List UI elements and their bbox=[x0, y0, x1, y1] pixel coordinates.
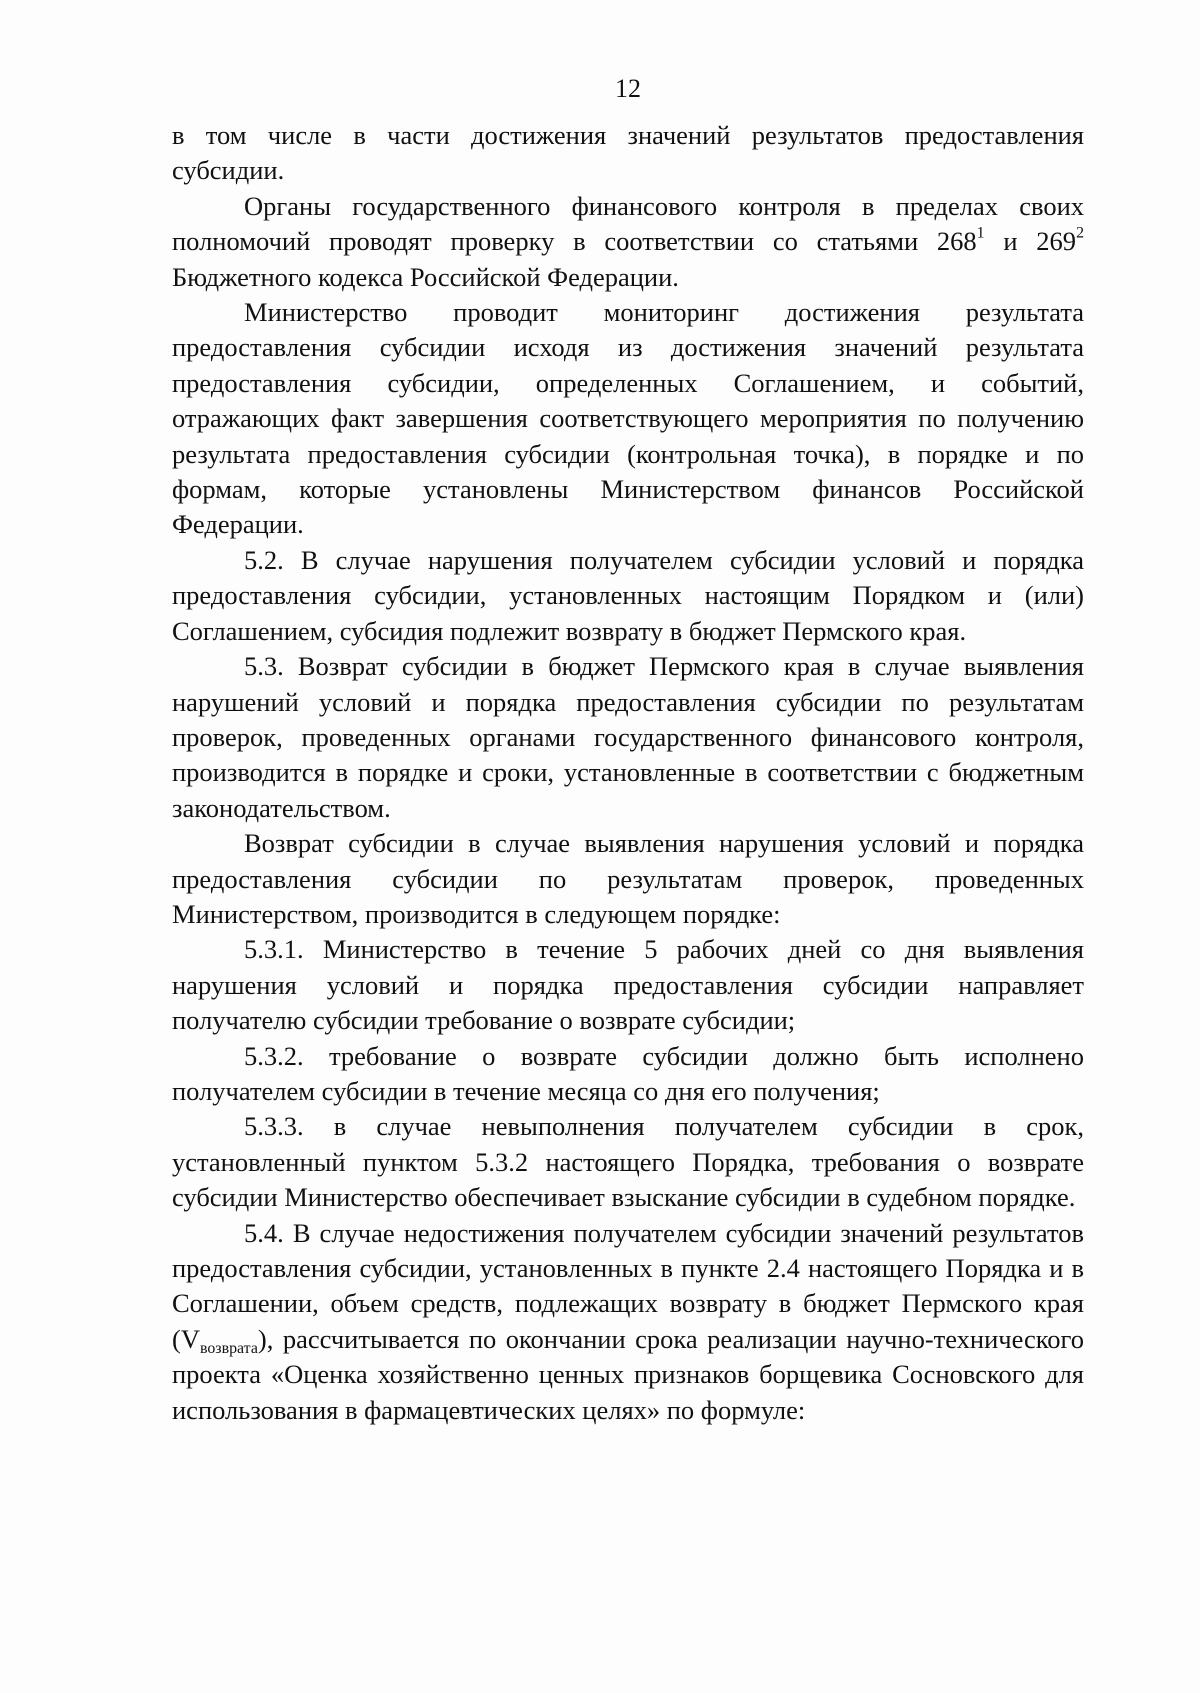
paragraph-text: Органы государственного финансового контроля в пределах своих полномочий проводят проверку в соответствии со статьями 268 bbox=[172, 190, 1084, 257]
document-body bbox=[172, 118, 1084, 1428]
paragraph-text: Бюджетного кодекса Российской Федерации. bbox=[172, 261, 679, 292]
paragraph-financial-control bbox=[172, 189, 1084, 295]
paragraph-5-3-2: 5.3.2. требование о возврате субсидии должно быть исполнено получателем субсидии в течение месяца со дня его получения; bbox=[172, 1040, 1084, 1106]
paragraph-continuation: в том числе в части достижения значений результатов предоставления субсидии. bbox=[172, 120, 1084, 186]
paragraph-5-4 bbox=[172, 1216, 1084, 1428]
superscript: 1 bbox=[976, 224, 985, 242]
paragraph-5-3-1: 5.3.1. Министерство в течение 5 рабочих дней со дня выявления нарушения условий и порядка предоставления субсидии направляет получателю субсидии требование о возврате субсидии; bbox=[172, 934, 1084, 1036]
page-number: 12 bbox=[615, 74, 641, 103]
paragraph-5-3-3: 5.3.3. в случае невыполнения получателем субсидии в срок, установленный пунктом 5.3.2 настоящего Порядка, требования о возврате субсидии Министерство обеспечивает взыскание субсидии в судебном порядке. bbox=[172, 1111, 1084, 1213]
paragraph-text: и 269 bbox=[984, 226, 1077, 257]
paragraph-monitoring: Министерство проводит мониторинг достижения результата предоставления субсидии исходя из достижения значений результата предоставления субсидии, определенных Соглашением, и событий, отражающих факт завершения соответствующего мероприятия по получению результата предоставления субсидии (контрольная точка), в порядке и по формам, которые установлены Министерством финансов Российской Федерации. bbox=[172, 297, 1084, 540]
paragraph-text: 5.4. В случае недостижения получателем субсидии значений результатов предоставления субсидии, установленных в пункте 2.4 настоящего Порядка и в Соглашении, объем средств, подлежащих возврату в бюджет Пермского края (V bbox=[172, 1217, 1084, 1354]
superscript: 2 bbox=[1076, 224, 1085, 242]
paragraph-5-3: 5.3. Возврат субсидии в бюджет Пермского края в случае выявления нарушений условий и порядка предоставления субсидии по результатам проверок, проведенных органами государственного финансового контроля, производится в порядке и сроки, установленные в соответствии с бюджетным законодательством. bbox=[172, 651, 1084, 823]
paragraph-text: ), рассчитывается по окончании срока реализации научно-технического проекта «Оценка хозяйственно ценных признаков борщевика Сосновского для использования в фармацевтических целях» по формуле: bbox=[172, 1323, 1084, 1425]
paragraph-5-2: 5.2. В случае нарушения получателем субсидии условий и порядка предоставления субсидии, установленных настоящим Порядком и (или) Соглашением, субсидия подлежит возврату в бюджет Пермского края. bbox=[172, 544, 1084, 646]
subscript: возврата bbox=[199, 1339, 258, 1357]
paragraph-return-procedure: Возврат субсидии в случае выявления нарушения условий и порядка предоставления субсидии по результатам проверок, проведенных Министерством, производится в следующем порядке: bbox=[172, 828, 1084, 929]
